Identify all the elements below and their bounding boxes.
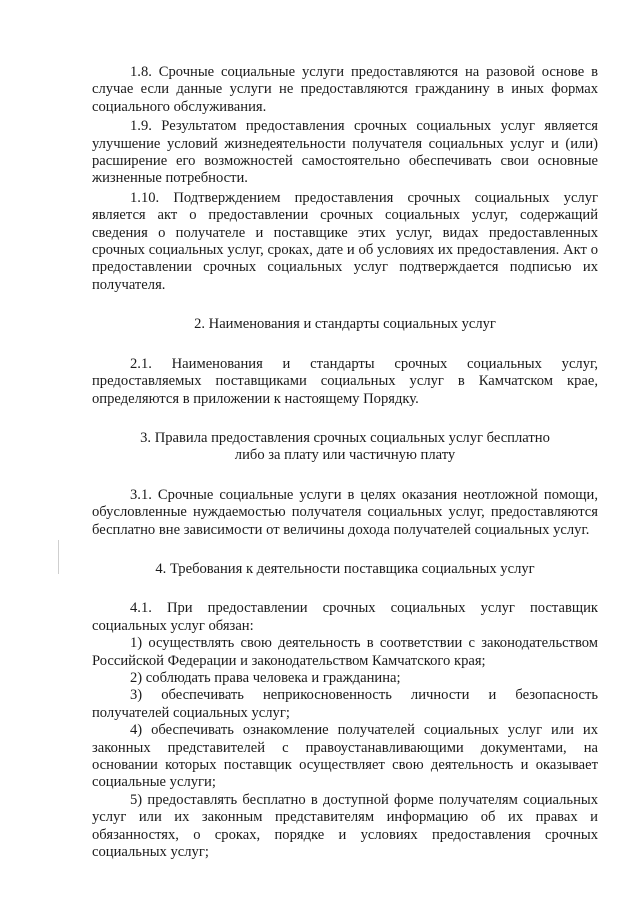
section-3-heading [92,430,598,465]
section-2-heading: 2. Наименования и стандарты социальных услуг [194,316,496,333]
list-item-3: 3) обеспечивать неприкосновенность личности и безопасность получателей социальных услуг; [92,687,598,721]
paragraph-1-9: 1.9. Результатом предоставления срочных социальных услуг является улучшение условий жизнедеятельности получателя социальных услуг и (или) расширение его возможностей самостоятельно обеспечивать свои основные жизненные потребности. [92,118,598,187]
paragraph-3-1: 3.1. Срочные социальные услуги в целях оказания неотложной помощи, обусловленные нуждаемостью получателя социальных услуг, предоставляются бесплатно вне зависимости от величины дохода получателей социальных услуг. [92,486,598,538]
section-3-heading-line-1: 3. Правила предоставления срочных социальных услуг бесплатно [140,429,550,446]
list-item-4: 4) обеспечивать ознакомление получателей социальных услуг или их законных представителей с правоустанавливающими документами, на основании которых поставщик осуществляет свою деятельность и оказывает социальные услуги; [92,722,598,791]
list-item-5: 5) предоставлять бесплатно в доступной форме получателям социальных услуг или их законным представителям информацию об их правах и обязанностях, о сроках, порядке и условиях предоставления срочных социальных услуг; [92,791,598,861]
section-4-heading: 4. Требования к деятельности поставщика социальных услуг [155,560,535,577]
paragraph-4-1: 4.1. При предоставлении срочных социальных услуг поставщик социальных услуг обязан: [92,600,598,634]
list-item-2: 2) соблюдать права человека и гражданина; [130,669,401,686]
document-body [92,64,598,861]
section-3-heading-line-2: либо за плату или частичную плату [234,447,456,464]
paragraph-2-1: 2.1. Наименования и стандарты срочных социальных услуг, предоставляемых поставщиками социальных услуг в Камчатском крае, определяются в приложении к настоящему Порядку. [92,355,598,407]
paragraph-1-10: 1.10. Подтверждением предоставления срочных социальных услуг является акт о предоставлении срочных социальных услуг, содержащий сведения о получателе и поставщике этих услуг, видах предоставленных срочных социальных услуг, сроках, дате и об условиях их предоставления. Акт о предоставлении срочных социальных услуг подтверждается подписью их получателя. [92,189,598,293]
scan-margin-mark [58,540,59,574]
list-item-1: 1) осуществлять свою деятельность в соответствии с законодательством Российской Федерации и законодательством Камчатского края; [92,635,598,669]
paragraph-1-8: 1.8. Срочные социальные услуги предоставляются на разовой основе в случае если данные услуги не предоставляются гражданину в иных формах социального обслуживания. [92,64,598,115]
